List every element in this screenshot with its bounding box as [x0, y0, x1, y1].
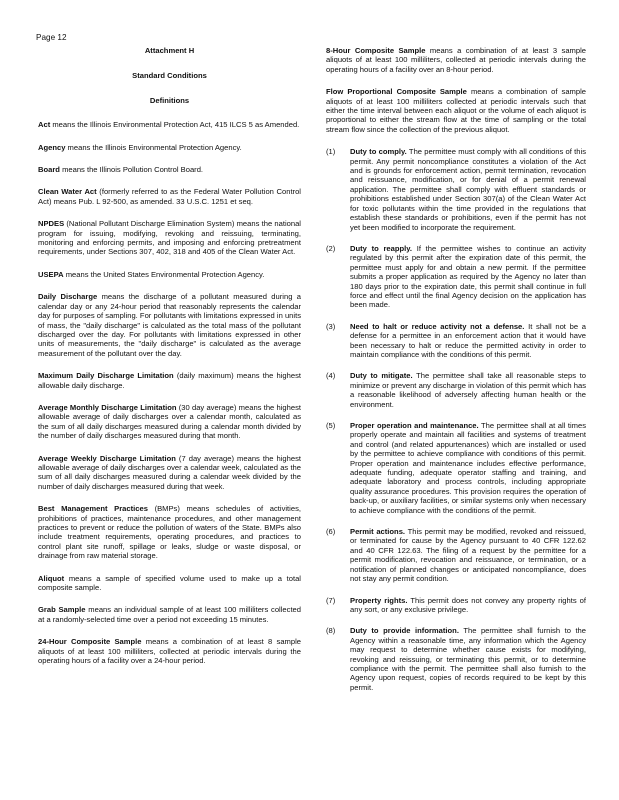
condition-body	[350, 147, 586, 232]
condition-duty-to-comply	[326, 147, 586, 232]
page-number: Page 12	[36, 33, 67, 42]
definition-text: means the United States Environmental Protection Agency.	[63, 269, 265, 279]
condition-number: (8)	[326, 626, 336, 636]
definition-text: means a combination of at least 8 sample aliquots of at least 100 milliliters, collected at periodic intervals during the operating hours of a facility over a 24-hour period.	[38, 637, 301, 666]
condition-title: Duty to comply.	[350, 147, 407, 157]
definition-term: USEPA	[38, 269, 64, 279]
condition-body	[350, 626, 586, 692]
definition-text: means a combination of sample aliquots of at least 100 milliliters collected at periodic intervals such that either the time interval between each aliquot or the volume of each aliquot is proportional to either the stream flow at the time of sampling or the total stream flow since the collection of the previous aliquot.	[326, 87, 586, 134]
condition-body	[350, 596, 586, 615]
definition-aliquot	[38, 574, 301, 593]
definition-text: means a sample of specified volume used to make up a total composite sample.	[38, 573, 301, 593]
definition-term: Grab Sample	[38, 605, 86, 615]
condition-title: Property rights.	[350, 595, 408, 605]
definition-term: Clean Water Act	[38, 187, 97, 197]
definition-npdes	[38, 219, 301, 257]
definition-agency	[38, 143, 301, 152]
definition-text: means the Illinois Environmental Protection Act, 415 ILCS 5 as Amended.	[50, 120, 300, 130]
definition-term: Board	[38, 165, 60, 175]
condition-title: Duty to provide information.	[350, 626, 459, 636]
definition-term: Average Monthly Discharge Limitation	[38, 402, 177, 412]
condition-text: This permit does not convey any property rights of any sort, or any exclusive privilege.	[350, 595, 586, 614]
condition-number: (3)	[326, 321, 336, 331]
condition-text: If the permittee wishes to continue an activity regulated by this permit after the expiration date of this permit, the permittee must apply for and obtain a new permit. If the permittee submits a proper application as required by the Agency no later than 180 days prior to the expiration date, this permit shall continue in full force and effect until the final Agency decision on the application has been made.	[350, 243, 586, 310]
condition-text: The permittee shall furnish to the Agency within a reasonable time, any information which the Agency may request to determine whether cause exists for modifying, revoking and reissuing, or terminating this permit, or to determine compliance with the permit. The permittee shall also furnish to the Agency upon request, copies of records required to be kept by this permit.	[350, 626, 587, 692]
condition-number: (1)	[326, 147, 336, 157]
definition-term: NPDES	[38, 219, 65, 229]
condition-number: (4)	[326, 371, 336, 381]
condition-property-rights	[326, 596, 586, 615]
condition-text: The permittee shall at all times properly operate and maintain all facilities and systems of treatment and control (and related appurtenances) which are installed or used by the permittee to achieve compliance with conditions of this permit. Proper operation and maintenance includes effective performance, adequate funding, adequate operator staffing and training, and adequate laboratory and process controls, including appropriate quality assurance procedures. This provision requires the operation of back-up, or auxiliary facilities, or similar systems only when necessary to achieve compliance with the conditions of the permit.	[350, 421, 586, 515]
condition-body	[350, 322, 586, 360]
condition-permit-actions	[326, 527, 586, 583]
condition-proper-operation	[326, 421, 586, 515]
definition-text: means an individual sample of at least 100 milliliters collected at a randomly-selected time over a period not exceeding 15 minutes.	[38, 605, 301, 624]
condition-body	[350, 421, 586, 515]
definition-term: Act	[38, 120, 51, 130]
standard-conditions-heading: Standard Conditions	[132, 71, 207, 81]
condition-title: Duty to mitigate.	[350, 371, 413, 381]
definition-text: (formerly referred to as the Federal Water Pollution Control Act) means Pub. L 92-500, as amended. 33 U.S.C. 1251 et seq.	[38, 187, 301, 206]
right-column	[326, 46, 586, 704]
definition-text: (National Pollutant Discharge Elimination System) means the national program for issuing, modifying, revoking and reissuing, terminating, monitoring and enforcing permits, and imposing and enforcing pretreatment requirements, under Sections 307, 402, 318 and 405 of the Clean Water Act.	[38, 219, 301, 257]
definition-grab-sample	[38, 605, 301, 624]
condition-need-to-halt	[326, 322, 586, 360]
definition-8-hour-composite-sample	[326, 46, 586, 74]
definition-term: Daily Discharge	[38, 292, 98, 302]
condition-title: Duty to reapply.	[350, 243, 413, 253]
definition-term: Average Weekly Discharge Limitation	[38, 453, 176, 463]
definition-term: Best Management Practices	[38, 504, 148, 514]
condition-duty-to-provide-information	[326, 626, 586, 692]
condition-duty-to-mitigate	[326, 371, 586, 409]
definition-term: 24-Hour Composite Sample	[38, 637, 142, 647]
condition-duty-to-reapply	[326, 244, 586, 310]
definition-act	[38, 120, 301, 129]
condition-text: The permittee shall take all reasonable steps to minimize or prevent any discharge in violation of this permit which has a reasonable likelihood of adversely affecting human health or the environment.	[350, 371, 586, 409]
condition-number: (5)	[326, 421, 336, 430]
condition-number: (7)	[326, 595, 336, 605]
definition-text: means the Illinois Environmental Protection Agency.	[65, 142, 242, 152]
definition-best-management-practices	[38, 504, 301, 560]
condition-title: Permit actions.	[350, 527, 406, 537]
definition-average-monthly-discharge	[38, 403, 301, 441]
definition-board	[38, 165, 301, 174]
definition-text: (daily maximum) means the highest allowable daily discharge.	[38, 371, 301, 390]
condition-text: This permit may be modified, revoked and reissued, or terminated for cause by the Agency pursuant to 40 CFR 122.62 and 40 CFR 122.63. The filing of a request by the permittee for a permit modification, revocation and reissuance, or termination, or a notification of planned changes or anticipated noncompliance, does not stay any permit condition.	[350, 527, 586, 584]
definition-text: (7 day average) means the highest allowable average of daily discharges over a calendar week, calculated as the sum of all daily discharges measured during a calendar week divided by the number of daily discharges measured during that week.	[38, 453, 301, 491]
definition-clean-water-act	[38, 187, 301, 206]
condition-body	[350, 244, 586, 310]
left-column	[38, 46, 301, 678]
condition-title: Proper operation and maintenance.	[350, 421, 479, 430]
definitions-heading: Definitions	[149, 95, 190, 105]
definition-text: (BMPs) means schedules of activities, prohibitions of practices, maintenance procedures, and other management practices to prevent or reduce the pollution of waters of the State. BMPs also include treatment requirements, operating procedures, and practices to control plant site runoff, spillage or leaks, sludge or waste disposal, or drainage from raw material storage.	[38, 504, 301, 561]
definition-term: 8-Hour Composite Sample	[326, 46, 426, 55]
definition-daily-discharge	[38, 292, 301, 358]
condition-body	[350, 371, 586, 409]
definition-usepa	[38, 270, 301, 279]
attachment-title: Attachment H	[144, 46, 195, 55]
condition-title: Need to halt or reduce activity not a defense.	[350, 321, 525, 331]
definition-text: means the Illinois Pollution Control Board.	[59, 165, 204, 175]
definition-term: Maximum Daily Discharge Limitation	[38, 371, 174, 381]
definition-average-weekly-discharge	[38, 454, 301, 492]
definition-term: Agency	[38, 142, 66, 152]
definition-term: Flow Proportional Composite Sample	[326, 87, 467, 97]
condition-text: It shall not be a defense for a permittee in an enforcement action that it would have been necessary to halt or reduce the permitted activity in order to maintain compliance with the conditions of this permit.	[350, 321, 586, 359]
condition-body	[350, 527, 586, 583]
condition-number: (2)	[326, 243, 336, 253]
definition-24-hour-composite-sample	[38, 637, 301, 665]
condition-number: (6)	[326, 527, 336, 537]
definition-term: Aliquot	[38, 573, 65, 583]
definition-text: (30 day average) means the highest allowable average of daily discharges over a calendar month, calculated as the sum of all daily discharges measured during a calendar month divided by the number of daily discharges measured during that month.	[38, 402, 301, 441]
condition-text: The permittee must comply with all conditions of this permit. Any permit noncompliance constitutes a violation of the Act and is grounds for enforcement action, permit termination, revocation and reissuance, modification, or for denial of a permit renewal application. The permittee shall comply with effluent standards or prohibitions established under Section 307(a) of the Clean Water Act for toxic pollutants within the time provided in the regulations that establish these standards or prohibitions, even if the permit has not yet been modified to incorporate the requirement.	[350, 147, 586, 232]
definition-flow-proportional-composite-sample	[326, 87, 586, 134]
definition-text: means a combination of at least 3 sample aliquots of at least 100 milliliters, collected at periodic intervals during the operating hours of a facility over an 8-hour period.	[326, 46, 586, 74]
definition-maximum-daily-discharge	[38, 371, 301, 390]
definition-text: means the discharge of a pollutant measured during a calendar day or any 24-hour period that reasonably represents the calendar day for purposes of sampling. For pollutants with limitations expressed in units of mass, the "daily discharge" is calculated as the total mass of the pollutant discharged over the day. For pollutants with limitations expressed in other units of measurements, the "daily discharge" is calculated as the average measurement of the pollutant over the day.	[38, 292, 301, 358]
